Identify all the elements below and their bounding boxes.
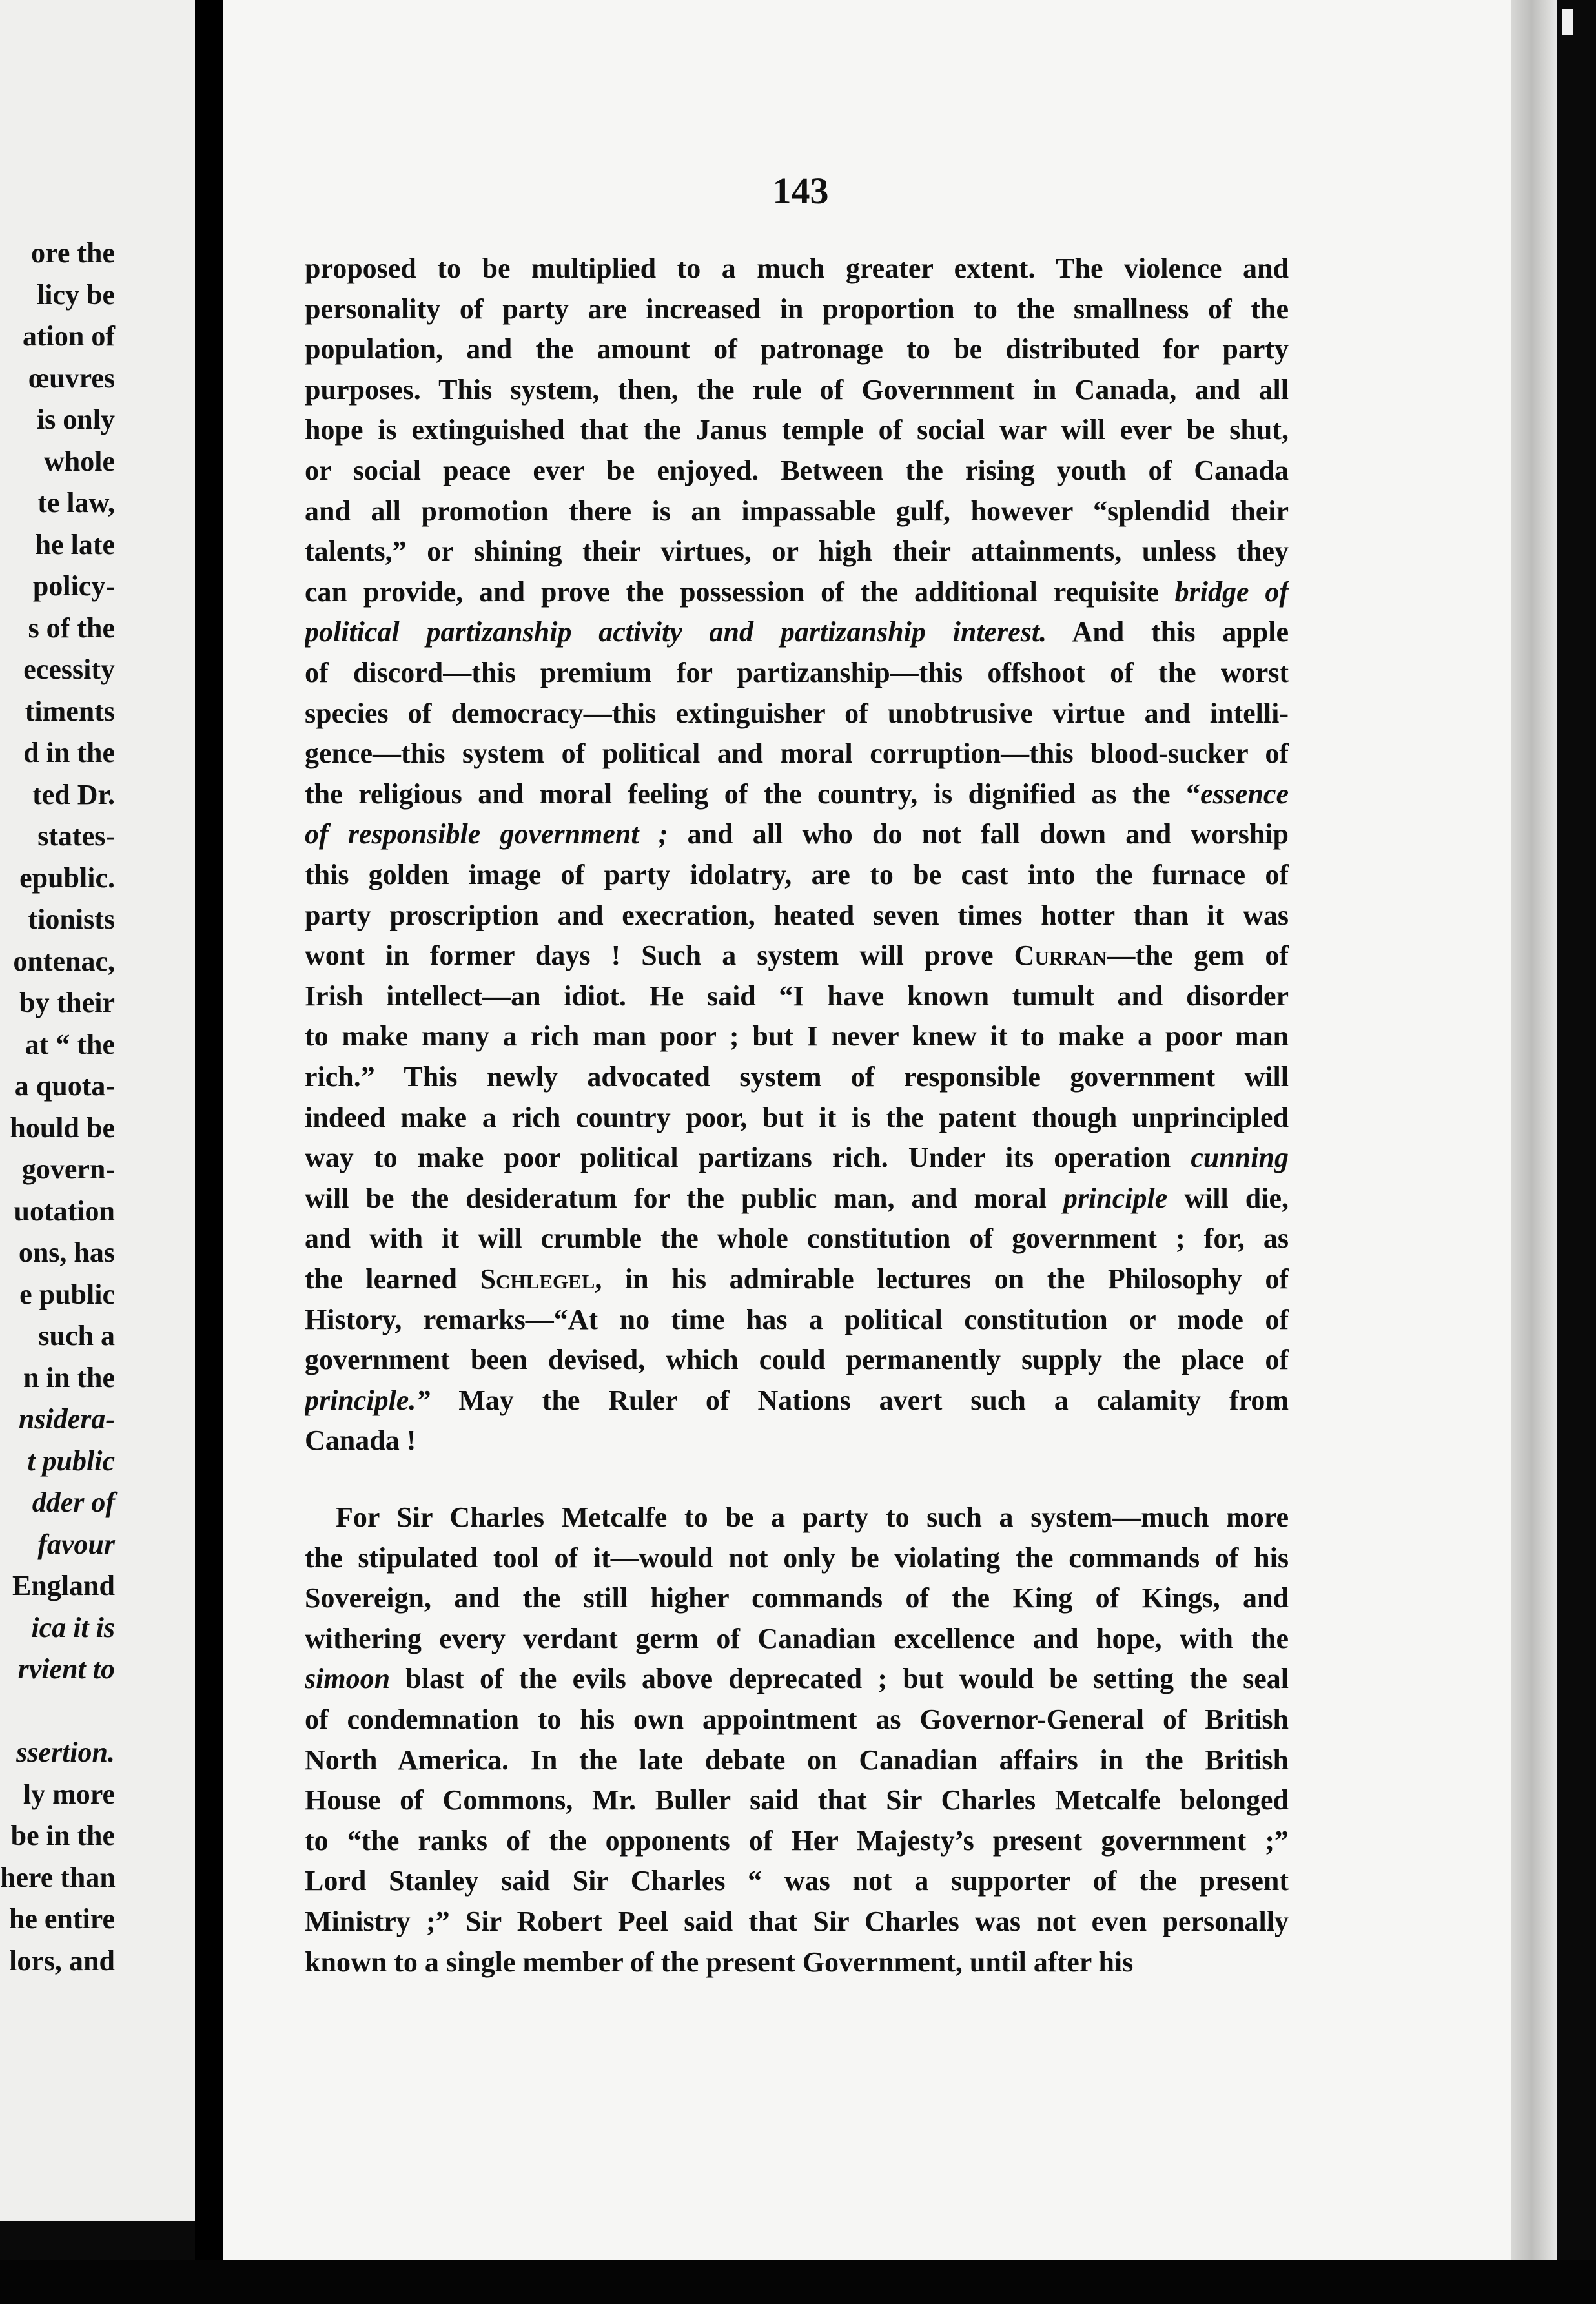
italic-text: political partizanship activity and partizanship interest.: [305, 616, 1047, 648]
text-run: —the gem of: [1107, 940, 1289, 972]
text-line: [305, 571, 1289, 613]
facing-page-line: he late: [35, 528, 115, 561]
facing-page-line: ontenac,: [13, 945, 115, 977]
italic-text: principle.”: [305, 1384, 431, 1416]
italic-text: of responsible government ;: [305, 818, 668, 850]
text-run: withering every verdant germ of Canadian excellence and hope, with the: [305, 1622, 1289, 1654]
scan-bottom-border: [0, 2260, 1596, 2304]
facing-page-line: ore the: [31, 237, 115, 269]
italic-text: essence: [1200, 777, 1289, 810]
text-run: personality of party are increased in proportion to the smallness of the: [305, 293, 1289, 325]
text-run: the learned: [305, 1263, 480, 1295]
facing-page-line: te law,: [37, 487, 115, 519]
facing-page-line: ons, has: [18, 1237, 115, 1268]
facing-page-line: dder of: [32, 1486, 115, 1518]
text-run: population, and the amount of patronage to be distributed for party: [305, 333, 1289, 365]
text-line: [305, 1299, 1289, 1341]
text-line: [305, 1860, 1289, 1902]
text-run: Lord Stanley said Sir Charles “ was not a supporter of the present: [305, 1865, 1289, 1897]
facing-page-line: policy-: [32, 570, 115, 602]
facing-page-line: a quota-: [14, 1070, 115, 1102]
text-run: party proscription and execration, heated seven times hotter than it was: [305, 899, 1289, 931]
text-run: to “the ranks of the opponents of Her Majesty’s present government ;”: [305, 1824, 1289, 1857]
text-line: [305, 774, 1289, 815]
text-line: [305, 1538, 1289, 1579]
text-line: [305, 1420, 1289, 1461]
text-run: indeed make a rich country poor, but it is the patent though unprincipled: [305, 1101, 1289, 1133]
facing-page-line: he entire: [8, 1903, 115, 1935]
text-line: [305, 1178, 1289, 1219]
text-run: , in his admirable lectures on the Philosophy of: [595, 1263, 1289, 1295]
facing-page-line: ation of: [23, 320, 115, 352]
text-run: For Sir Charles Metcalfe to be a party to such a system—much more: [336, 1501, 1289, 1533]
text-run: will die,: [1167, 1182, 1289, 1214]
text-run: the religious and moral feeling of the country, is dignified as the “: [305, 777, 1201, 810]
text-run: Sovereign, and the still higher commands of the King of Kings, and: [305, 1582, 1289, 1614]
page-edge-shadow: [1511, 0, 1557, 2260]
facing-page-line: t public: [27, 1445, 115, 1477]
text-line: [305, 652, 1289, 694]
facing-page-line: favour: [37, 1528, 115, 1560]
text-line: [305, 976, 1289, 1017]
text-run: May the Ruler of Nations avert such a calamity from: [430, 1384, 1289, 1416]
text-line: [305, 1820, 1289, 1862]
facing-page-line: by their: [19, 987, 115, 1018]
facing-page-line: d in the: [23, 737, 115, 768]
page-number: 143: [772, 170, 829, 212]
text-line: [305, 491, 1289, 532]
text-run: wont in former days ! Such a system will prove: [305, 940, 1014, 972]
text-line: [305, 409, 1289, 451]
text-line: [305, 814, 1289, 855]
text-line: [305, 1339, 1289, 1381]
text-run: and with it will crumble the whole constitution of government ; for, as: [305, 1222, 1289, 1255]
facing-page-line: e public: [19, 1278, 115, 1310]
text-line: [305, 1942, 1289, 1983]
text-line: [305, 733, 1289, 774]
facing-page-line: is only: [36, 404, 115, 435]
text-line: [305, 1578, 1289, 1619]
text-run: Canada !: [305, 1425, 416, 1457]
text-run: rich.” This newly advocated system of responsible government will: [305, 1061, 1289, 1093]
text-run: Ministry ;” Sir Robert Peel said that Sir Charles was not even personally: [305, 1906, 1289, 1937]
facing-page-line: nsidera-: [18, 1403, 115, 1435]
text-line: [305, 248, 1289, 289]
text-line: [305, 1658, 1289, 1700]
text-run: Irish intellect—an idiot. He said “I have known tumult and disorder: [305, 980, 1289, 1012]
italic-text: cunning: [1191, 1142, 1289, 1174]
facing-page-line: ly more: [23, 1778, 115, 1810]
text-line: [305, 1780, 1289, 1821]
text-run: can provide, and prove the possession of the additional requisite: [305, 575, 1175, 608]
text-line: [305, 854, 1289, 896]
small-caps-name: Schlegel: [480, 1263, 595, 1295]
facing-page-line: lors, and: [9, 1944, 115, 1977]
text-run: this golden image of party idolatry, are to be cast into the furnace of: [305, 859, 1289, 890]
text-line: [336, 1497, 1289, 1538]
text-line: [305, 1901, 1289, 1942]
facing-page-line: at “ the: [25, 1028, 115, 1060]
text-line: [305, 1699, 1289, 1740]
text-line: [305, 612, 1289, 653]
text-run: North America. In the late debate on Canadian affairs in the British: [305, 1743, 1289, 1776]
facing-page-line: ecessity: [23, 653, 115, 685]
text-run: will be the desideratum for the public man, and moral: [305, 1182, 1063, 1214]
facing-page-line: ted Dr.: [32, 778, 115, 810]
text-run: to make many a rich man poor ; but I never knew it to make a poor man: [305, 1020, 1289, 1053]
text-line: [305, 693, 1289, 734]
facing-page-line: such a: [38, 1320, 115, 1352]
text-run: and all who do not fall down and worship: [668, 818, 1289, 850]
facing-page-line: here than: [0, 1861, 116, 1893]
text-line: [305, 1056, 1289, 1098]
facing-page-line: tionists: [28, 903, 115, 935]
text-run: of discord—this premium for partizanship—this offshoot of the worst: [305, 657, 1289, 688]
text-run: hope is extinguished that the Janus temple of social war will ever be shut,: [305, 414, 1289, 446]
facing-page-line: govern-: [21, 1153, 115, 1185]
text-line: [305, 1218, 1289, 1259]
text-line: [305, 450, 1289, 491]
text-run: and all promotion there is an impassable gulf, however “splendid their: [305, 495, 1289, 527]
text-line: [305, 531, 1289, 572]
facing-page-line: n in the: [23, 1361, 115, 1394]
text-run: the stipulated tool of it—would not only be violating the commands of his: [305, 1541, 1289, 1574]
book-gutter: [195, 0, 223, 2260]
text-run: of condemnation to his own appointment as Governor-General of British: [305, 1703, 1289, 1735]
facing-page-line: uotation: [14, 1195, 115, 1227]
facing-page-line: England: [12, 1570, 115, 1601]
facing-page-line: whole: [44, 445, 115, 477]
italic-text: bridge of: [1174, 575, 1289, 608]
text-line: [305, 1740, 1289, 1781]
facing-page-line: œuvres: [28, 362, 115, 394]
text-run: government been devised, which could permanently supply the place of: [305, 1344, 1289, 1376]
text-line: [305, 895, 1289, 936]
facing-page-line: be in the: [10, 1820, 115, 1851]
text-line: [305, 1259, 1289, 1300]
text-run: gence—this system of political and moral corruption—this blood-sucker of: [305, 737, 1289, 770]
text-run: species of democracy—this extinguisher of unobtrusive virtue and intelli-: [305, 697, 1289, 729]
text-run: blast of the evils above deprecated ; but would be setting the seal: [390, 1663, 1289, 1695]
text-line: [305, 1097, 1289, 1138]
facing-page-line: epublic.: [19, 861, 115, 894]
text-run: History, remarks—“At no time has a political constitution or mode of: [305, 1303, 1289, 1335]
italic-text: principle: [1063, 1182, 1168, 1214]
facing-page-line: s of the: [28, 612, 115, 644]
scan-corner-mark: [1562, 9, 1573, 35]
facing-page-line: states-: [37, 820, 115, 852]
text-line: [305, 935, 1289, 976]
small-caps-name: Curran: [1014, 940, 1107, 972]
text-line: [305, 1137, 1289, 1178]
text-run: purposes. This system, then, the rule of Government in Canada, and all: [305, 373, 1289, 406]
text-line: [305, 1618, 1289, 1660]
facing-page-line: timents: [25, 695, 115, 727]
facing-page-line: rvient to: [17, 1653, 115, 1685]
text-run: way to make poor political partizans rich. Under its operation: [305, 1142, 1191, 1174]
facing-page-line: ssertion.: [16, 1736, 115, 1768]
italic-text: simoon: [305, 1663, 391, 1695]
facing-page-line: hould be: [10, 1111, 115, 1144]
text-run: known to a single member of the present Government, until after his: [305, 1946, 1134, 1978]
text-line: [305, 329, 1289, 370]
text-line: [305, 1016, 1289, 1057]
facing-page-line: licy be: [37, 278, 115, 311]
text-run: talents,” or shining their virtues, or high their attainments, unless they: [305, 535, 1289, 568]
text-line: [305, 1380, 1289, 1421]
text-run: And this apple: [1047, 616, 1289, 648]
text-line: [305, 289, 1289, 330]
text-run: proposed to be multiplied to a much greater extent. The violence and: [305, 252, 1289, 284]
facing-page-line: ica it is: [31, 1611, 115, 1643]
facing-page-fragment: [0, 0, 195, 2221]
text-line: [305, 369, 1289, 411]
text-run: House of Commons, Mr. Buller said that Sir Charles Metcalfe belonged: [305, 1784, 1289, 1816]
text-run: or social peace ever be enjoyed. Between the rising youth of Canada: [305, 455, 1289, 486]
